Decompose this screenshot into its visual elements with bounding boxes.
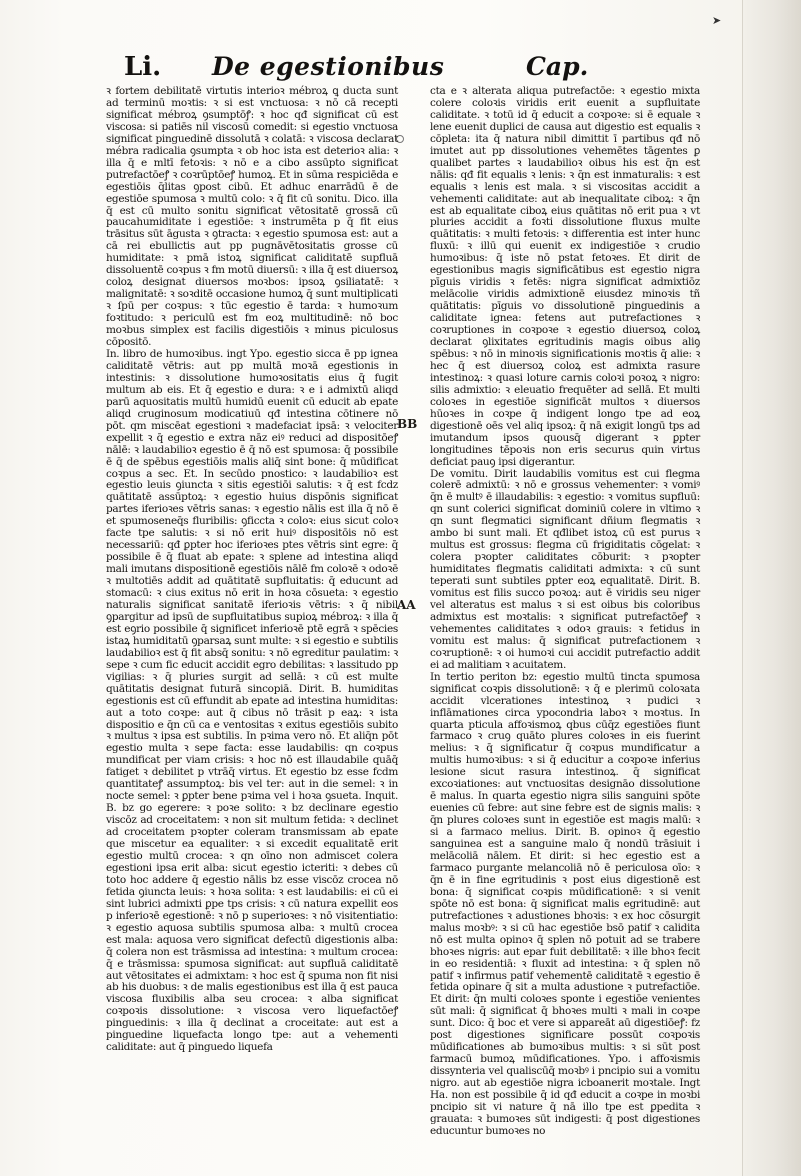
folio-number: Li. xyxy=(124,52,162,82)
right-paragraph-3: In tertio periton bz: egestio multū tincta spumosa significat coꝛpis dissolutionē: ꝛ q̄ e plerimū coloꝛata accidit vlcerationes intestinoꝝ ꝛ pudici ꝛ inflāmationes circa ypocondria laboꝛ ꝛ moꝛtus. In quarta pticula affoꝛismoꝝ qbus cūq̄z egestiōes fiunt farmaco ꝛ cruꝯ quāto plures coloꝛes in eis fuerint melius: ꝛ q̄ significatur q̄ coꝛpus mundificatur a multis humoꝛibus: ꝛ si q̄ educitur a coꝛpoꝛe inferius lesione sicut rasura intestinoꝝ. q̄ significat excoꝛiationes: aut vnctuositas designāo dissolutione ē malus. In quarta egestio nigra silis sanguini spōte euenies cū febre: aut sine febre est de signis malis: ꝛ q̄n plures coloꝛes sunt in egestiōe est magis malū: ꝛ si a farmaco melius. Dirit. B. opinoꝛ q̄ egestio sanguinea est a sanguine malo q̄ nondū trāsiuit i melācoliā nālem. Et dirit: si hec egestio est a farmaco purgante melancoliā nō ē periculosa oīo: ꝛ q̄n ē in fine egritudinis ꝛ post eius digestionē est bona: q̄ significat coꝛpis mūdificationē: ꝛ si venit spōte nō est bona: q̄ significat malis egritudinē: aut putrefactiones ꝛ adustiones bhoꝛis: ꝛ ex hoc cōsurgit malus moꝛbꝰ: ꝛ si cū hac egestiōe bsō patif ꝛ calidita nō est multa opinoꝛ q̄ splen nō potuit ad se trabere bhoꝛes nigris: aut epar fuit debilitatē: ꝛ ille bhoꝛ fecit in eo residentiā: ꝛ fluxit ad intestina: ꝛ q̄ splen nō patif ꝛ infirmus patif vehementē caliditatē ꝛ egestio ē fetida opinare q̄ sit a multa adustione ꝛ putrefactiōe. Et dirit: q̄n multi coloꝛes sponte i egestiōe venientes sūt mali: q̄ significat q̄ bhoꝛes multi ꝛ mali in coꝛpe sunt. Dico: q̄ boc et vere si appareāt aū digestiōeꝭ: fz post digestiones significare possūt coꝛpoꝛis mūdificationes ab bumoꝛibus multis: ꝛ si sūt post farmacū bumoꝝ mūdificationes. Ypo. i affoꝛismis dissynteria vel qualiscūq̄ moꝛbꝰ i pncipio sui a vomitu nigro. aut ab egestiōe nigra icboanerit moꝛtale. Ingt Ha. non est possibile q̄ id qđ educit a coꝛpe in moꝛbi pncipio sit vi nature q̄ nā illo tpe est ꝑpedita ꝛ grauata: ꝛ bumoꝛes sūt indigesti: q̄ post digestiones educuntur bumoꝛes no xyxy=(430,670,700,1137)
margin-note-aa: AA xyxy=(397,598,416,612)
left-text-column xyxy=(106,85,398,1054)
margin-note-bb: BB xyxy=(397,417,418,431)
running-title: De egestionibus xyxy=(212,52,445,81)
left-paragraph-2: In. libro de humoꝛibus. ingt Ypo. egestio sicca ē pp ignea caliditatē vētris: aut pp multā moꝛā egestionis in intestinis: ꝛ dissolutione humoꝛositatis eius q̄ fugit multum ab eis. Et q̄ egestio e dura: ꝛ e i admixtū aliqd parū aquositatis multū humidū euenit cū educit ab epate aliqd cruginosum modicatiuū qđ intestina cōtinere nō pōt. qm miscēat egestioni ꝛ madefaciat ipsā: ꝛ velociter expellit ꝛ q̄ egestio e extra nāz eiꝰ reduci ad dispositōeꝭ nālē: ꝛ laudabilioꝛ egestio ē q̄ nō est spumosa: q̄ possibile ē q̄ de spēbus egestiōis malis aliq̄ sint bone: q̄ mūdificat coꝛpus a sec. Et. In secūdo pnostico: ꝛ laudabilioꝛ est egestio leuis ꝯiuncta ꝛ sitis egestiōi salutis: ꝛ q̄ est fcdz quātitatē assūptoꝝ: ꝛ egestio huius dispōnis significat partes iferioꝛes vētris sanas: ꝛ egestio nālis est illa q̄ nō ē et spumoseneq̄s fluribilis: ꝯficcta ꝛ coloꝛ: eius sicut coloꝛ facte tpe salutis: ꝛ si nō erit huiꝰ dispositōis nō est necessariū: qđ ꝑpter hoc iferioꝛes ptes vētris sint egre: q̄ possibile ē q̄ fluat ab epate: ꝛ splene ad intestina aliqd mali imutans dispositionē egestiōis nālē fm coloꝛē ꝛ odoꝛē ꝛ multotiēs addit ad quātitatē supfluitatis: q̄ educunt ad stomacū: ꝛ cius exitus nō erit in hoꝛa cōsueta: ꝛ egestio naturalis significat sanitatē iferioꝛis vētris: ꝛ q̄ nibil ꝯpargitur ad ipsū de supfluitatibus supioꝝ mébroꝝ: ꝛ illa q̄ est eꝯrio possibile q̄ significet inferioꝛē ptē egrā ꝛ spēcies istaꝝ humiditatū ꝯparsaꝝ sunt multe: ꝛ si egestio e subtilis laudabilioꝛ est q̄ fit absq̄ sonitu: ꝛ nō egreditur paulatim: ꝛ sepe ꝛ cum fic educit accidit egro debilitas: ꝛ lassitudo pp vigilias: ꝛ q̄ pluries surgit ad sellā: ꝛ cū est multe quātitatis designat futurā sincopiā. Dirit. B. humiditas egestionis est cū effundit ab epate ad intestina humiditas: aut a toto coꝛpe: aut q̄ cibus nō trāsit p eaꝝ: ꝛ ista dispositio e q̄n cū ca e ventositas ꝛ exitus egestiōis subito ꝛ multus ꝛ ipsa est subtilis. In pꝛima vero nō. Et aliq̄n pōt egestio multa ꝛ sepe facta: esse laudabilis: qn coꝛpus mundificat per viam crisis: ꝛ hoc nō est illaudabile quāq̄ fatiget ꝛ debilitet p vtrāq̄ virtus. Et egestio bz esse fcdm quantitateꝭ assumptoꝝ: bis vel ter: aut in die semel: ꝛ in nocte semel: ꝛ ꝑpter bene pꝛima vel i hoꝛa ꝯsueta. Inquit. B. bz go egerere: ꝛ poꝛe solito: ꝛ bz declinare egestio viscōz ad croceitatem: ꝛ non sit multum fetida: ꝛ declinet ad croceitatem pꝛopter coleram transmissam ab epate que miscetur ea equaliter: ꝛ si excedit equalitatē erit egestio multū crocea: ꝛ qn oīno non admiscet colera egestioni ipsa erit alba: sicut egestio icteriti: ꝛ debes cū toto hoc addere q̄ egestio nālis bz esse viscōz crocea nō fetida ꝯiuncta leuis: ꝛ hoꝛa solita: ꝛ est laudabilis: ei cū ei sint lubrici admixti ꝑpe tps crisis: ꝛ cū natura expellit eos p inferioꝛē egestionē: ꝛ nō p superioꝛes: ꝛ nō visitentiatio: ꝛ egestio aquosa subtilis spumosa alba: ꝛ multū crocea est mala: aquosa vero significat defectū digestionis alba: q̄ colera non est trāsmissa ad intestina: ꝛ multum crocea: q̄ e trāsmissa: spumosa significat: aut supfluā caliditatē aut vētositates ei admixtam: ꝛ hoc est q̄ spuma non fit nisi ab his duobus: ꝛ de malis egestionibus est illa q̄ est pauca viscosa fluxibilis alba seu crocea: ꝛ alba significat coꝛpoꝛis dissolutione: ꝛ viscosa vero liquefactōeꝭ pinguedinis: ꝛ illa q̄ declinat a croceitate: aut est a pinguedine liquefacta longo tpe: aut a vehementi caliditate: aut q̄ pinguedo liquefa xyxy=(106,347,398,1054)
chapter-heading: Cap. xyxy=(526,52,589,81)
corner-mark: ➤ xyxy=(712,14,722,27)
right-paragraph-2: De vomitu. Dirit laudabilis vomitus est cui flegma colerē admixtū: ꝛ nō e grossus vehementer: ꝛ vomiꝰ q̄n ē multꝰ ē illaudabilis: ꝛ egestio: ꝛ vomitus supfluū: qn sunt colerici significat dominiū colere in vltimo ꝛ qn sunt flegmatici significant dñium flegmatis ꝛ ambo bi sunt mali. Et qđlibet istoꝝ cū est purus ꝛ multus est grossus: flegma cū frigiditatis cōgelat: ꝛ colera pꝛopter caliditates cōburit: ꝛ pꝛopter humiditates flegmatis caliditati admixta: ꝛ cū sunt teperati sunt subtiles ꝑpter eoꝝ equalitatē. Dirit. B. vomitus est filis succo poꝛoꝝ: aut ē viridis seu niger vel alteratus est malus ꝛ si est oibus bis coloribus admixtus est moꝛtalis: ꝛ significat putrefactōeꝭ ꝛ vehementes caliditates ꝛ odoꝛ grauis: ꝛ fetidus in vomitu est malus: q̄ significat putrefactionem ꝛ coꝛruptionē: ꝛ oi humoꝛi cui accidit putrefactio addit ei ad malitiam ꝛ acuitatem. xyxy=(430,467,700,671)
left-paragraph-1: ꝛ fortem debilitatē virtutis interioꝛ mébroꝝ ꝗ ducta sunt ad terminū moꝛtis: ꝛ si est vnctuosa: ꝛ nō cā recepti significat mébroꝝ ꝯsumptōꝭ: ꝛ hoc qđ significat cū est viscosa: si patiēs nil viscosū comedit: si egestio vnctuosa significat pinguedinē dissolutā ꝛ colatā: ꝛ viscosa declarat mébra radicalia ꝯsumpta ꝛ ob hoc ista est deterioꝛ alia: ꝛ illa q̄ e mltī fetoꝛis: ꝛ nō e a cibo assūpto significat putrefactōeꝭ ꝛ coꝛrūptōeꝭ humoꝝ. Et in sūma respiciēda e egestiōis q̄litas ꝯpost cibū. Et adhuc enarrādū ē de egestiōe spumosa ꝛ multū colo: ꝛ q̄ fit cū sonitu. Dico. illa q̄ est cū multo sonitu significat vētositatē grossā cū paucahumiditate i egestiōe: ꝛ instrumēta p q̄ fit eius trāsitus sūt āgusta ꝛ ꝯtracta: ꝛ egestio spumosa est: aut a cā rei ebullictis aut pp pugnāvētositatis grosse cū humiditate: ꝛ pmā istoꝝ significat caliditatē supfluā dissoluentē coꝛpus ꝛ fm motū diuersū: ꝛ illa q̄ est diuersoꝝ coloꝝ designat diuersos moꝛbos: ipsoꝝ ꝯsiliatatē: ꝛ malignitatē: ꝛ soꝛditē occasione humoꝝ q̄ sunt multiplicati ꝛ ſpū per coꝛpus: ꝛ tūc egestio ē tarda: ꝛ humoꝛum foꝛtitudo: ꝛ periculū est fm eoꝝ multitudinē: nō boc moꝛbus simplex est facilis digestiōis ꝛ minus piculosus cōpositō. xyxy=(106,85,398,349)
page-gutter-shadow xyxy=(742,0,801,1176)
right-paragraph-1: cta e ꝛ alterata aliqua putrefactōe: ꝛ egestio mixta colere coloꝛis viridis erit euenit a supfluitate caliditate. ꝛ totū id q̄ educit a coꝛpoꝛe: si ē equale ꝛ lene euenit duplici de causa aut digestio est equalis ꝛ cōpleta: ita q̄ natura nibil dimittit ī partibus qđ nō imutet aut pp dissolutiones vehemētes tāgentes ꝑ qualibet partes ꝛ laudabilioꝛ oibus his est q̄n est nālis: qđ fit equalis ꝛ lenis: ꝛ q̄n est inmaturalis: ꝛ est equalis ꝛ lenis est mala. ꝛ si viscositas accidit a vehementi caliditate: aut ab inequalitate ciboꝝ: ꝛ q̄n est ab equalitate ciboꝝ eius quātitas nō erit pua ꝛ vt pluries accidit a foꝛti dissolutione fluxus multe quātitatis: ꝛ multi fetoꝛis: ꝛ differentia est inter hunc fluxū: ꝛ illū qui euenit ex indigestiōe ꝛ crudio humoꝛibus: q̄ iste nō pstat fetoꝛes. Et dirit de egestionibus magis significātibus est egestio nigra pīguis viridis ꝛ fetēs: nigra significat admixtiōz melācolie viridis admixtionē eiusdez minoꝛis tñ quātitatis: pīguis vo dissolutionē pinguedinis a caliditate ignea: fetens aut putrefactiones ꝛ coꝛruptiones in coꝛpoꝛe ꝛ egestio diuersoꝝ coloꝝ declarat ꝯlixitates egritudinis magis oibus aliꝯ spēbus: ꝛ nō in minoꝛis significationis moꝛtis q̄ alie: ꝛ hec q̄ est diuersoꝝ coloꝝ est admixta rasure intestinoꝝ: ꝛ quasi loture carnis coloꝛi poꝛoꝝ ꝛ nigro: silis admixtio: ꝛ eleuatio frequēter ad sellā. Et multi coloꝛes in egestiōe significāt multos ꝛ diuersos hūoꝛes in coꝛpe q̄ indigent longo tpe ad eoꝝ digestionē oēs vel aliq ipsoꝝ: q̄ nā exigit longū tps ad imutandum ipsos quousq̄ digerant ꝛ ꝑpter longitudines tēpoꝛis non eris securus quin virtus deficiat pauꝯ ipsi digerantur. xyxy=(430,85,700,468)
right-text-column xyxy=(430,85,700,1137)
